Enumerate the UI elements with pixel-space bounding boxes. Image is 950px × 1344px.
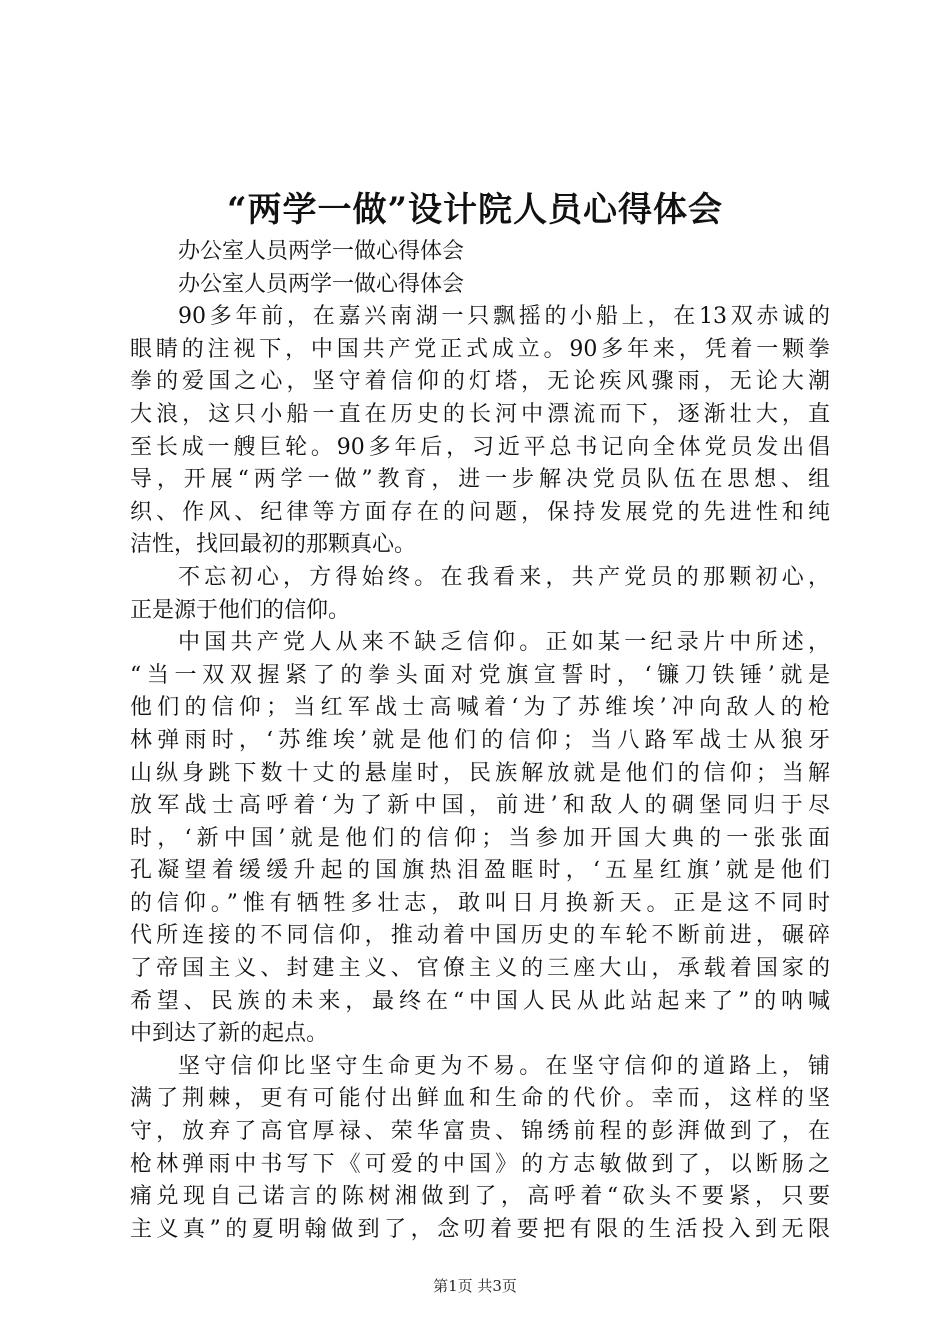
text-line: 中到达了新的起点。 <box>130 1021 329 1047</box>
text-line: 导，开展“两学一做”教育，进一步解决党员队伍在思想、组 <box>130 467 830 493</box>
text-line: 织、作风、纪律等方面存在的问题，保持发展党的先进性和纯 <box>130 499 830 525</box>
text-line: 代所连接的不同信仰，推动着中国历史的车轮不断前进，碾碎 <box>130 923 830 949</box>
text-line: 90多年前，在嘉兴南湖一只飘摇的小船上，在13双赤诚的 <box>178 304 830 330</box>
text-line: 枪林弹雨中书写下《可爱的中国》的方志敏做到了，以断肠之 <box>130 1151 830 1177</box>
page-footer: 第1页 共3页 <box>433 1277 517 1295</box>
text-line: 至长成一艘巨轮。90多年后，习近平总书记向全体党员发出倡 <box>130 434 830 460</box>
text-line: 时，‘新中国’就是他们的信仰；当参加开国大典的一张张面 <box>130 825 830 851</box>
text-line: 他们的信仰；当红军战士高喊着‘为了苏维埃’冲向敌人的枪 <box>130 695 830 721</box>
text-line: 大浪，这只小船一直在历史的长河中漂流而下，逐渐壮大，直 <box>130 401 830 427</box>
text-line: 痛兑现自己诺言的陈树湘做到了，高呼着“砍头不要紧，只要 <box>130 1184 830 1210</box>
text-line: 洁性，找回最初的那颗真心。 <box>130 532 417 558</box>
text-line: 正是源于他们的信仰。 <box>130 597 351 623</box>
text-line: 山纵身跳下数十丈的悬崖时，民族解放就是他们的信仰；当解 <box>130 760 830 786</box>
text-line: 中国共产党人从来不缺乏信仰。正如某一纪录片中所述， <box>178 630 830 656</box>
text-line: 孔凝望着缓缓升起的国旗热泪盈眶时，‘五星红旗’就是他们 <box>130 858 830 884</box>
text-line: “当一双双握紧了的拳头面对党旗宣誓时，‘镰刀铁锤’就是 <box>130 662 830 688</box>
text-line: 了帝国主义、封建主义、官僚主义的三座大山，承载着国家的 <box>130 956 830 982</box>
text-line: 的信仰。”惟有牺牲多壮志，敢叫日月换新天。正是这不同时 <box>130 890 830 916</box>
text-line: 坚守信仰比坚守生命更为不易。在坚守信仰的道路上，铺 <box>178 1053 830 1079</box>
text-line: 办公室人员两学一做心得体会 <box>178 239 465 264</box>
text-line: 眼睛的注视下，中国共产党正式成立。90多年来，凭着一颗拳 <box>130 336 830 362</box>
document-body <box>130 236 830 1246</box>
text-line: 希望、民族的未来，最终在“中国人民从此站起来了”的呐喊 <box>130 988 830 1014</box>
document-title: “两学一做”设计院人员心得体会 <box>226 190 724 230</box>
text-line: 不忘初心，方得始终。在我看来，共产党员的那颗初心， <box>178 564 830 590</box>
text-line: 守，放弃了高官厚禄、荣华富贵、锦绣前程的彭湃做到了，在 <box>130 1119 830 1145</box>
text-line: 办公室人员两学一做心得体会 <box>178 271 465 297</box>
text-line: 满了荆棘，更有可能付出鲜血和生命的代价。幸而，这样的坚 <box>130 1086 830 1112</box>
text-line: 放军战士高呼着‘为了新中国，前进’和敌人的碉堡同归于尽 <box>130 793 830 819</box>
text-line: 林弹雨时，‘苏维埃’就是他们的信仰；当八路军战士从狼牙 <box>130 727 830 753</box>
text-line: 拳的爱国之心，坚守着信仰的灯塔，无论疾风骤雨，无论大潮 <box>130 369 830 395</box>
text-line: 主义真”的夏明翰做到了，念叨着要把有限的生活投入到无限 <box>130 1216 830 1242</box>
